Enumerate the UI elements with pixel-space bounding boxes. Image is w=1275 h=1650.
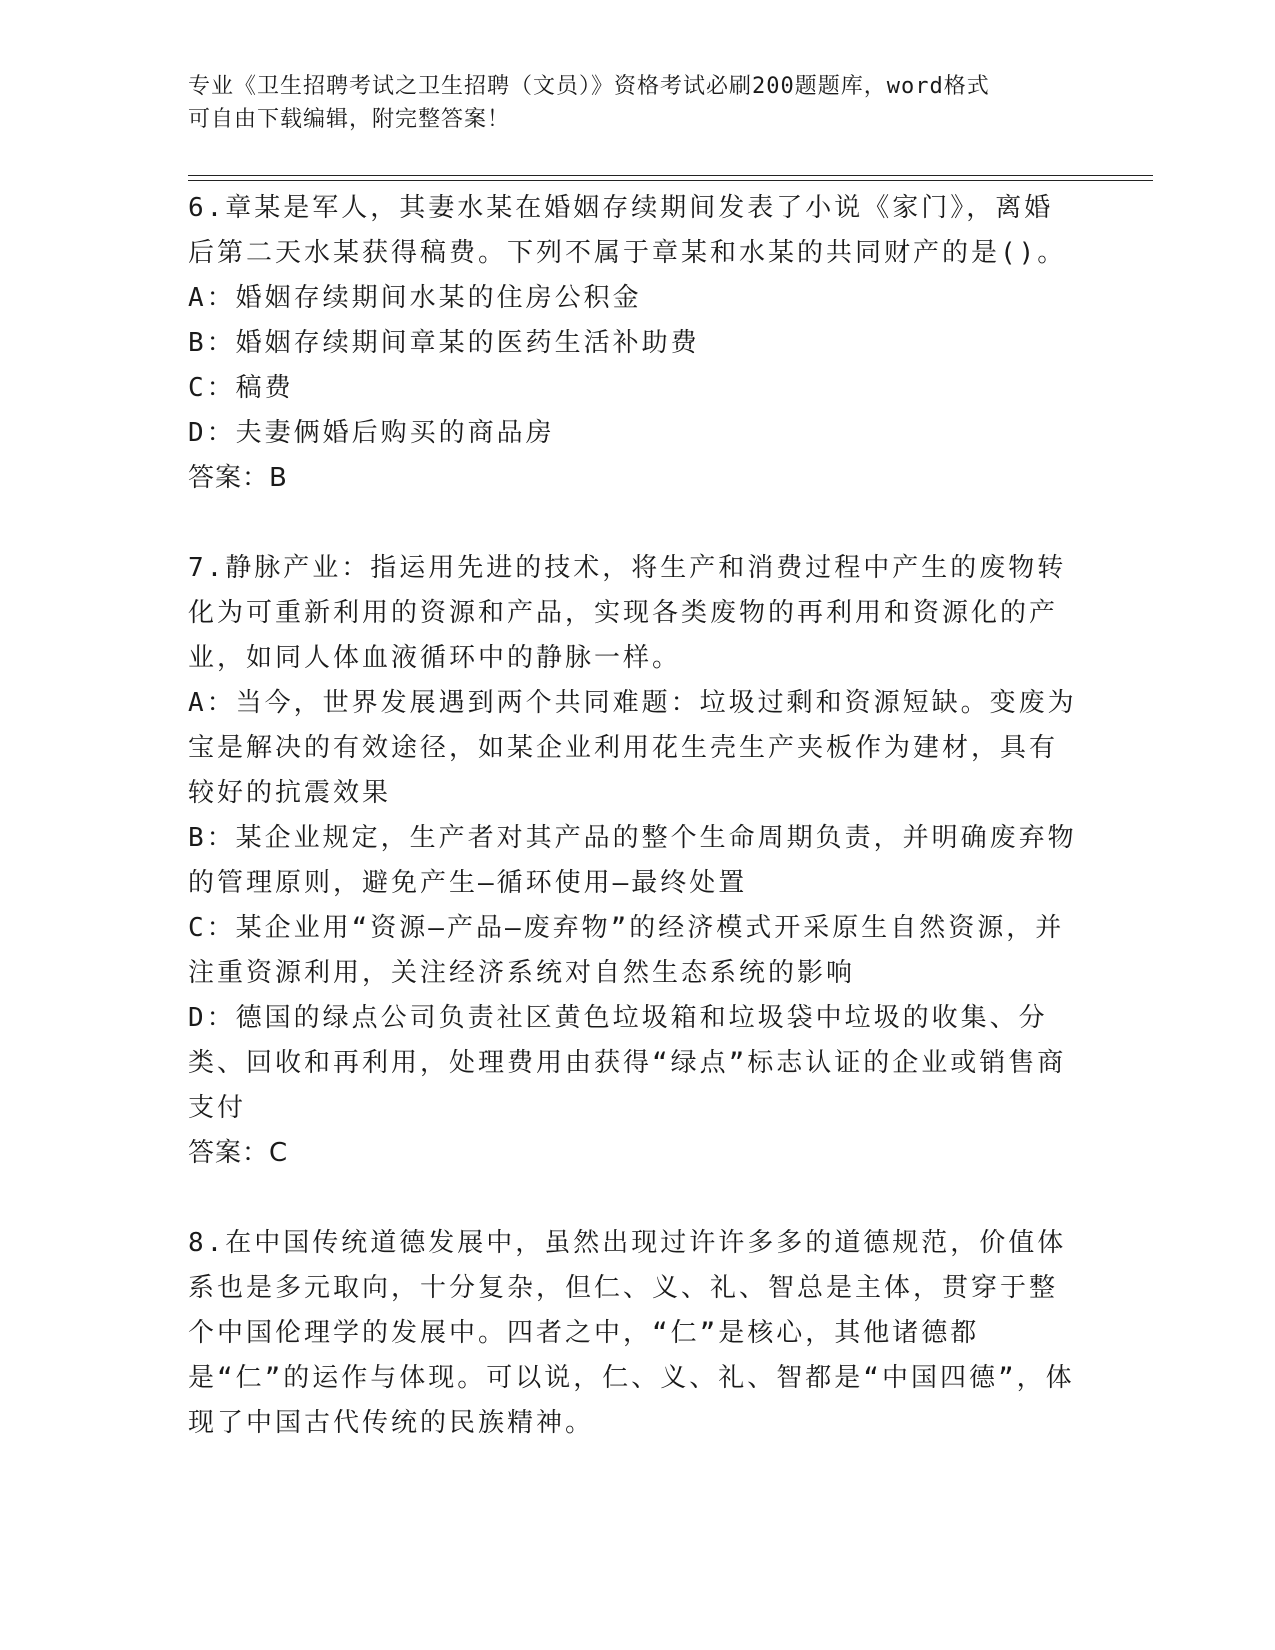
option-c: C：某企业用“资源—产品—废弃物”的经济模式开采原生自然资源，并注重资源利用，关注经济系统对自然生态系统的影响 — [188, 913, 1065, 988]
header-divider — [188, 175, 1153, 181]
option-b: B：婚姻存续期间章某的医药生活补助费 — [188, 328, 700, 358]
header-title-line-2: 可自由下载编辑，附完整答案！ — [188, 107, 511, 132]
question-list — [188, 186, 1078, 1446]
question-8 — [188, 1221, 1078, 1446]
question-gap — [188, 1176, 1078, 1221]
question-6 — [188, 186, 1078, 456]
question-stem: 7.静脉产业：指运用先进的技术，将生产和消费过程中产生的废物转化为可重新利用的资源和产品，实现各类废物的再利用和资源化的产业，如同人体血液循环中的静脉一样。 — [188, 553, 1067, 673]
answer-6: 答案：B — [188, 463, 288, 493]
question-7 — [188, 546, 1078, 1131]
answer-7: 答案：C — [188, 1138, 289, 1168]
option-c: C：稿费 — [188, 373, 294, 403]
option-a: A：当今，世界发展遇到两个共同难题：垃圾过剩和资源短缺。变废为宝是解决的有效途径，如某企业利用花生壳生产夹板作为建材，具有较好的抗震效果 — [188, 688, 1077, 808]
page-header — [188, 70, 1088, 136]
option-b: B：某企业规定，生产者对其产品的整个生命周期负责，并明确废弃物的管理原则，避免产生—循环使用—最终处置 — [188, 823, 1077, 898]
question-stem: 8.在中国传统道德发展中，虽然出现过许许多多的道德规范，价值体系也是多元取向，十分复杂，但仁、义、礼、智总是主体，贯穿于整个中国伦理学的发展中。四者之中，“仁”是核心，其他诸德都是“仁”的运作与体现。可以说，仁、义、礼、智都是“中国四德”，体现了中国古代传统的民族精神。 — [188, 1228, 1075, 1438]
header-title-line-1: 专业《卫生招聘考试之卫生招聘（文员）》资格考试必刷200题题库，word格式 — [188, 74, 990, 99]
question-stem: 6.章某是军人，其妻水某在婚姻存续期间发表了小说《家门》，离婚后第二天水某获得稿费。下列不属于章某和水某的共同财产的是()。 — [188, 193, 1067, 268]
question-gap — [188, 501, 1078, 546]
option-a: A：婚姻存续期间水某的住房公积金 — [188, 283, 642, 313]
option-d: D：德国的绿点公司负责社区黄色垃圾箱和垃圾袋中垃圾的收集、分类、回收和再利用，处理费用由获得“绿点”标志认证的企业或销售商支付 — [188, 1003, 1067, 1123]
option-d: D：夫妻俩婚后购买的商品房 — [188, 418, 555, 448]
